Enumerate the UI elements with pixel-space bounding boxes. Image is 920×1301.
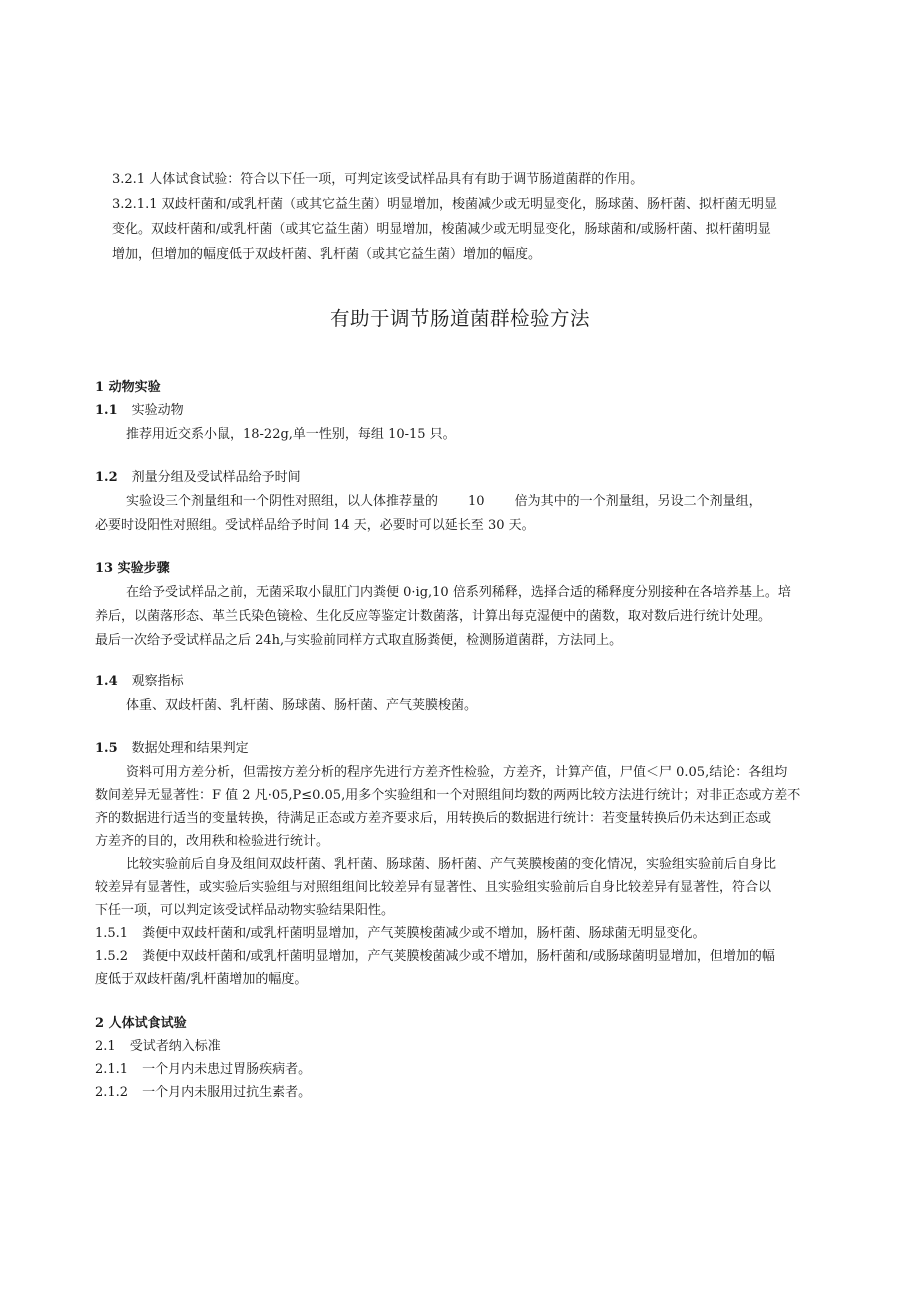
section-1-1-heading <box>95 399 825 423</box>
section-label: 数据处理和结果判定 <box>131 741 249 756</box>
section-number: 2.1 <box>95 1039 116 1054</box>
item-1-5-1 <box>95 922 825 946</box>
section-number: 1.1 <box>95 403 118 418</box>
section-1-5-para-1-line-2: 数间差异无显著性：F 值 2 凡·05,P≤0.05,用多个实验组和一个对照组间均数的两两比较方法进行统计；对非正态或方差不 <box>95 788 801 803</box>
text-fragment: 实验设三个剂量组和一个阴性对照组，以人体推荐量的 <box>126 494 439 509</box>
section-1-3-line-2: 养后，以菌落形态、革兰氏染色镜检、生化反应等鉴定计数菌落，计算出每克湿便中的菌数，取对数后进行统计处理。 <box>95 609 772 624</box>
section-1-5-para-1-line-4: 方差齐的目的，改用秩和检验进行统计。 <box>95 834 330 849</box>
item-text: 一个月内未患过胃肠疾病者。 <box>142 1062 312 1077</box>
item-2-1-1 <box>95 1058 825 1082</box>
section-2-1-heading <box>95 1035 825 1059</box>
item-number: 1.5.1 <box>95 926 129 941</box>
item-text: 粪便中双歧杆菌和/或乳杆菌明显增加，产气荚膜梭菌减少或不增加，肠杆菌和/或肠球菌明显增加，但增加的幅 <box>142 949 775 964</box>
item-text: 粪便中双歧杆菌和/或乳杆菌明显增加，产气荚膜梭菌减少或不增加，肠杆菌、肠球菌无明显变化。 <box>142 926 706 941</box>
section-label: 剂量分组及受试样品给予时间 <box>131 470 301 485</box>
intro-line-4: 增加，但增加的幅度低于双歧杆菌、乳杆菌（或其它益生菌）增加的幅度。 <box>112 247 542 262</box>
section-1-4-heading <box>95 670 825 694</box>
section-1-2-heading <box>95 466 825 490</box>
intro-line-3: 变化。双歧杆菌和/或乳杆菌（或其它益生菌）明显增加，梭菌减少或无明显变化，肠球菌和/或肠杆菌、拟杆菌明显 <box>112 222 771 237</box>
section-1-2-line-2: 必要时设阳性对照组。受试样品给予时间 14 天，必要时可以延长至 30 天。 <box>95 518 535 533</box>
section-number: 1.4 <box>95 674 118 689</box>
item-number: 1.5.2 <box>95 949 129 964</box>
text-fragment: 10 <box>468 494 485 509</box>
section-1-heading: 1 动物实验 <box>95 380 161 395</box>
section-1-5-para-2-line-2: 较差异有显著性，或实验后实验组与对照组组间比较差异有显著性、且实验组实验前后自身比较差异有显著性，符合以 <box>95 880 772 895</box>
section-1-4-text: 体重、双歧杆菌、乳杆菌、肠球菌、肠杆菌、产气荚膜梭菌。 <box>126 698 478 713</box>
item-2-1-2 <box>95 1081 825 1105</box>
section-1-5-para-2-line-1: 比较实验前后自身及组间双歧杆菌、乳杆菌、肠球菌、肠杆菌、产气荚膜梭菌的变化情况，实验组实验前后自身比 <box>126 857 777 872</box>
item-1-5-2-line-1 <box>95 945 825 969</box>
section-2-heading: 2 人体试食试验 <box>95 1016 187 1031</box>
section-1-5-para-1-line-3: 齐的数据进行适当的变量转换，待满足正态或方差齐要求后，用转换后的数据进行统计：若变量转换后仍未达到正态或 <box>95 811 772 826</box>
intro-line-1: 3.2.1 人体试食试验：符合以下任一项，可判定该受试样品具有有助于调节肠道菌群的作用。 <box>112 172 644 187</box>
item-number: 2.1.1 <box>95 1062 129 1077</box>
item-1-5-2-line-2: 度低于双歧杆菌/乳杆菌增加的幅度。 <box>95 972 308 987</box>
text-fragment: 倍为其中的一个剂量组，另设二个剂量组， <box>514 494 762 509</box>
intro-line-2: 3.2.1.1 双歧杆菌和/或乳杆菌（或其它益生菌）明显增加，梭菌减少或无明显变化，肠球菌、肠杆菌、拟杆菌无明显 <box>112 197 777 212</box>
item-text: 一个月内未服用过抗生素者。 <box>142 1085 312 1100</box>
section-1-3-line-1: 在给予受试样品之前，无菌采取小鼠肛门内粪便 0·ig,10 倍系列稀释，选择合适的稀释度分别接种在各培养基上。培 <box>126 585 791 600</box>
section-1-1-text: 推荐用近交系小鼠，18-22g,单一性别，每组 10-15 只。 <box>126 427 456 442</box>
section-1-5-heading <box>95 737 825 761</box>
section-label: 实验动物 <box>131 403 184 418</box>
page-title: 有助于调节肠道菌群检验方法 <box>329 307 590 330</box>
section-1-3-heading: 13 实验步骤 <box>95 561 170 576</box>
section-number: 1.5 <box>95 741 118 756</box>
section-1-2-line-1 <box>126 490 856 514</box>
section-1-3-line-3: 最后一次给予受试样品之后 24h,与实验前同样方式取直肠粪便，检测肠道菌群，方法同上。 <box>95 633 623 648</box>
section-1-5-para-1-line-1: 资料可用方差分析，但需按方差分析的程序先进行方差齐性检验，方差齐，计算产值，尸值＜尸 0.05,结论：各组均 <box>126 765 788 780</box>
section-1-5-para-2-line-3: 下任一项，可以判定该受试样品动物实验结果阳性。 <box>95 903 395 918</box>
section-label: 观察指标 <box>131 674 184 689</box>
section-label: 受试者纳入标准 <box>129 1039 221 1054</box>
item-number: 2.1.2 <box>95 1085 129 1100</box>
section-number: 1.2 <box>95 470 118 485</box>
